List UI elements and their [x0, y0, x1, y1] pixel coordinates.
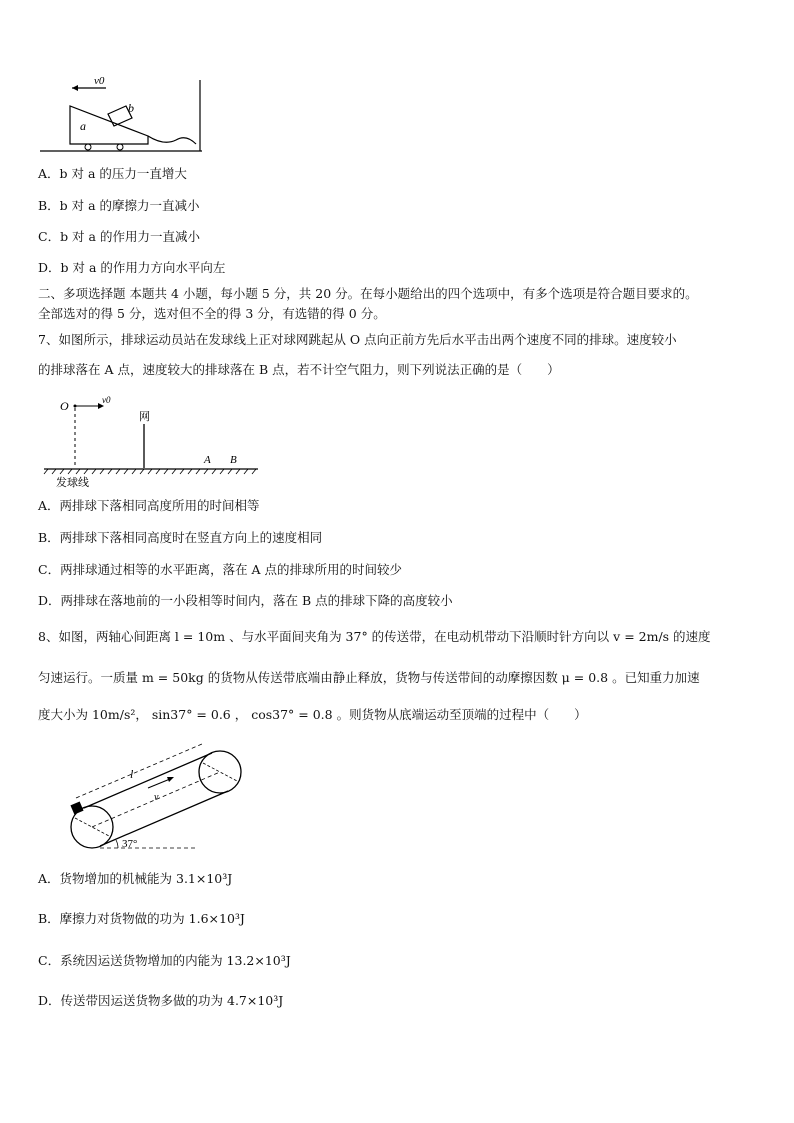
- q8-option-d: D．传送带因运送货物多做的功为 4.7×10³J: [38, 993, 284, 1008]
- q8-stem-line1: 8、如图，两轴心间距离 l = 10m 、与水平面间夹角为 37° 的传送带，在电动机带动下沿顺时针方向以 v = 2m/s 的速度: [38, 629, 711, 644]
- q8-option-a: A．货物增加的机械能为 3.1×10³J: [38, 871, 233, 886]
- svg-text:b: b: [128, 101, 134, 115]
- svg-text:l: l: [130, 767, 134, 781]
- svg-text:A: A: [204, 454, 211, 466]
- svg-text:B: B: [230, 454, 237, 466]
- svg-text:a: a: [80, 119, 86, 133]
- q8-option-b: B．摩擦力对货物做的功为 1.6×10³J: [38, 911, 245, 926]
- section2-heading-cont: 全部选对的得 5 分，选对但不全的得 3 分，有选错的得 0 分。: [38, 306, 386, 321]
- svg-text:v0: v0: [102, 395, 111, 405]
- figure-conveyor-belt: [56, 728, 266, 858]
- svg-text:37°: 37°: [122, 838, 138, 850]
- svg-text:v0: v0: [94, 75, 105, 87]
- q6-option-b: B．b 对 a 的摩擦力一直减小: [38, 198, 200, 213]
- svg-text:v: v: [154, 792, 159, 803]
- q6-option-d: D．b 对 a 的作用力方向水平向左: [38, 260, 226, 275]
- figure-wedge-block: [36, 74, 206, 156]
- q6-option-a: A．b 对 a 的压力一直增大: [38, 166, 187, 181]
- q6-option-c: C．b 对 a 的作用力一直减小: [38, 229, 200, 244]
- q7-option-d: D．两排球在落地前的一小段相等时间内，落在 B 点的排球下降的高度较小: [38, 593, 453, 608]
- q8-stem-line2: 匀速运行。一质量 m = 50kg 的货物从传送带底端由静止释放，货物与传送带间的动摩擦因数 μ = 0.8 。已知重力加速: [38, 670, 700, 685]
- q8-option-c: C．系统因运送货物增加的内能为 13.2×10³J: [38, 953, 291, 968]
- q8-stem-line3: 度大小为 10m/s²， sin37° = 0.6 ， cos37° = 0.8 。则货物从底端运动至顶端的过程中（ ）: [38, 707, 587, 722]
- section2-heading: 二、多项选择题 本题共 4 小题，每小题 5 分，共 20 分。在每小题给出的四个选项中，有多个选项是符合题目要求的。: [38, 286, 698, 301]
- q7-option-a: A．两排球下落相同高度所用的时间相等: [38, 498, 260, 513]
- svg-text:网: 网: [139, 411, 150, 423]
- q7-stem-line1: 7、如图所示，排球运动员站在发球线上正对球网跳起从 O 点向正前方先后水平击出两个速度不同的排球。速度较小: [38, 332, 677, 347]
- figure-volleyball: [40, 390, 262, 490]
- q7-option-b: B．两排球下落相同高度时在竖直方向上的速度相同: [38, 530, 323, 545]
- q7-option-c: C．两排球通过相等的水平距离，落在 A 点的排球所用的时间较少: [38, 562, 403, 577]
- q7-stem-line2: 的排球落在 A 点，速度较大的排球落在 B 点，若不计空气阻力，则下列说法正确的是（ ）: [38, 362, 560, 377]
- svg-text:O: O: [60, 399, 69, 413]
- svg-text:发球线: 发球线: [56, 477, 89, 489]
